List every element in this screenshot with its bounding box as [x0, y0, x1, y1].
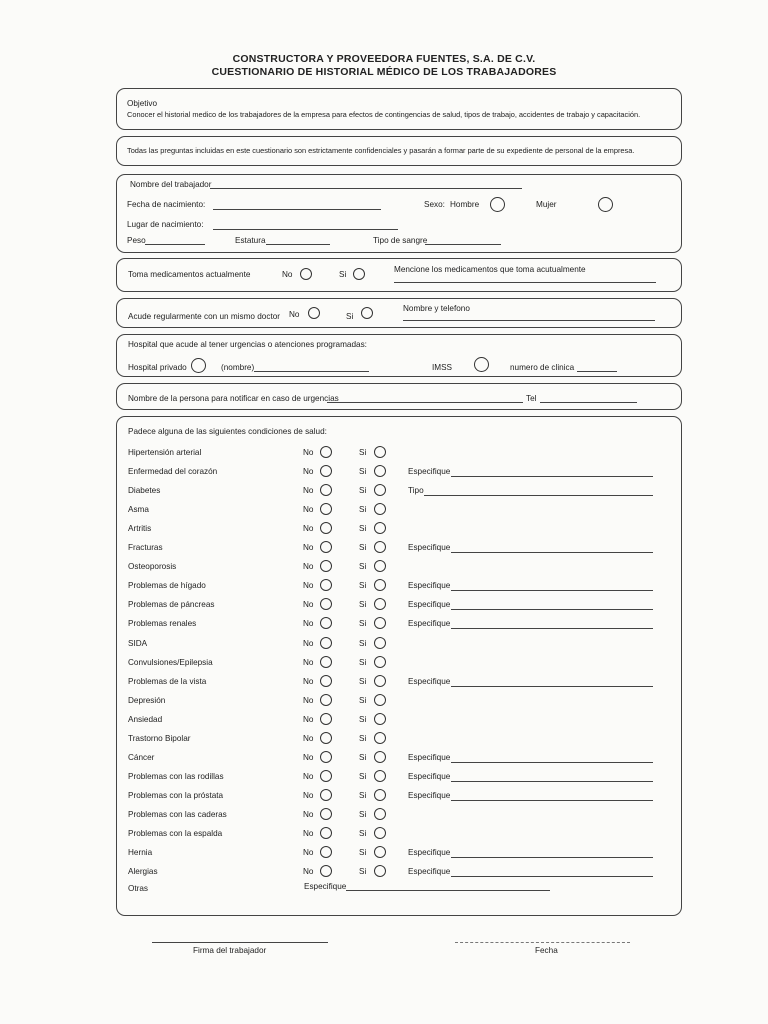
- condition-specify-label: Especifique: [408, 677, 451, 686]
- condition-no-label: No: [303, 524, 314, 533]
- condition-si-radio[interactable]: [374, 808, 386, 820]
- condition-si-label: Si: [359, 848, 367, 857]
- condition-label: Fracturas: [128, 543, 163, 552]
- condition-label: Cáncer: [128, 753, 155, 762]
- condition-row: [128, 865, 668, 881]
- condition-si-radio[interactable]: [374, 694, 386, 706]
- condition-no-radio[interactable]: [320, 560, 332, 572]
- condition-si-radio[interactable]: [374, 846, 386, 858]
- condition-row: [128, 827, 668, 843]
- condition-specify-field[interactable]: [451, 590, 653, 591]
- condition-row: [128, 579, 668, 595]
- condition-label: Problemas con las rodillas: [128, 772, 224, 781]
- condition-no-radio[interactable]: [320, 484, 332, 496]
- condition-si-radio[interactable]: [374, 713, 386, 725]
- condition-no-label: No: [303, 791, 314, 800]
- medication-no-radio[interactable]: [300, 268, 312, 280]
- condition-si-radio[interactable]: [374, 675, 386, 687]
- private-hospital-radio[interactable]: [191, 358, 206, 373]
- weight-label: Peso: [127, 236, 146, 245]
- condition-no-label: No: [303, 734, 314, 743]
- birthplace-field[interactable]: [213, 229, 398, 230]
- blood-type-field[interactable]: [425, 244, 501, 245]
- condition-si-radio[interactable]: [374, 656, 386, 668]
- condition-row: [128, 789, 668, 805]
- condition-si-label: Si: [359, 677, 367, 686]
- doctor-name-phone-label: Nombre y telefono: [403, 304, 470, 313]
- emergency-tel-field[interactable]: [540, 402, 637, 403]
- medication-question: Toma medicamentos actualmente: [128, 270, 251, 279]
- condition-specify-field[interactable]: [451, 609, 653, 610]
- condition-si-radio[interactable]: [374, 751, 386, 763]
- condition-no-radio[interactable]: [320, 465, 332, 477]
- birthplace-label: Lugar de nacimiento:: [127, 220, 204, 229]
- condition-row: [128, 484, 668, 500]
- condition-no-radio[interactable]: [320, 827, 332, 839]
- condition-no-radio[interactable]: [320, 522, 332, 534]
- condition-si-radio[interactable]: [374, 637, 386, 649]
- condition-si-label: Si: [359, 658, 367, 667]
- condition-si-label: Si: [359, 505, 367, 514]
- condition-specify-label: Especifique: [408, 600, 451, 609]
- condition-specify-label: Especifique: [408, 772, 451, 781]
- condition-row: [128, 732, 668, 748]
- clinic-number-label: numero de clinica: [510, 363, 575, 372]
- condition-label: Diabetes: [128, 486, 161, 495]
- condition-si-label: Si: [359, 467, 367, 476]
- hospital-name-label: (nombre): [221, 363, 255, 372]
- condition-row: [128, 522, 668, 538]
- condition-no-radio[interactable]: [320, 865, 332, 877]
- weight-field[interactable]: [145, 244, 205, 245]
- condition-si-label: Si: [359, 619, 367, 628]
- blood-type-label: Tipo de sangre: [373, 236, 428, 245]
- condition-specify-field[interactable]: [451, 781, 653, 782]
- condition-si-radio[interactable]: [374, 598, 386, 610]
- hospital-name-field[interactable]: [254, 371, 369, 372]
- imss-label: IMSS: [432, 363, 453, 372]
- condition-no-label: No: [303, 810, 314, 819]
- condition-row: [128, 656, 668, 672]
- condition-no-radio[interactable]: [320, 656, 332, 668]
- other-specify-label: Especifique: [304, 882, 347, 891]
- condition-no-label: No: [303, 619, 314, 628]
- imss-radio[interactable]: [474, 357, 489, 372]
- doctor-si-label: Si: [346, 312, 354, 321]
- condition-no-radio[interactable]: [320, 732, 332, 744]
- condition-label: Problemas con las caderas: [128, 810, 227, 819]
- condition-no-label: No: [303, 581, 314, 590]
- condition-si-label: Si: [359, 867, 367, 876]
- condition-si-radio[interactable]: [374, 827, 386, 839]
- condition-no-label: No: [303, 639, 314, 648]
- condition-specify-field[interactable]: [451, 800, 653, 801]
- objective-box: [116, 88, 682, 130]
- condition-no-radio[interactable]: [320, 846, 332, 858]
- condition-no-label: No: [303, 600, 314, 609]
- condition-si-radio[interactable]: [374, 579, 386, 591]
- condition-label: Convulsiones/Epilepsia: [128, 658, 213, 667]
- condition-specify-label: Especifique: [408, 467, 451, 476]
- objective-text: Conocer el historial medico de los trabajadores de la empresa para efectos de contingencias de salud, tipos de trabajo, accidentes de trabajo y capacitación.: [127, 110, 641, 119]
- condition-si-label: Si: [359, 581, 367, 590]
- birthdate-label: Fecha de nacimiento:: [127, 200, 206, 209]
- doctor-no-label: No: [289, 310, 300, 319]
- condition-si-radio[interactable]: [374, 560, 386, 572]
- clinic-number-field[interactable]: [577, 371, 617, 372]
- doctor-name-phone-field[interactable]: [403, 320, 655, 321]
- date-line[interactable]: [455, 942, 630, 943]
- condition-specify-label: Especifique: [408, 581, 451, 590]
- condition-no-radio[interactable]: [320, 637, 332, 649]
- condition-label: SIDA: [128, 639, 148, 648]
- condition-no-radio[interactable]: [320, 713, 332, 725]
- condition-specify-field[interactable]: [424, 495, 653, 496]
- condition-no-radio[interactable]: [320, 541, 332, 553]
- doctor-no-radio[interactable]: [308, 307, 320, 319]
- private-hospital-label: Hospital privado: [128, 363, 187, 372]
- condition-row: [128, 446, 668, 462]
- condition-label: Hipertensión arterial: [128, 448, 202, 457]
- condition-si-label: Si: [359, 486, 367, 495]
- condition-si-label: Si: [359, 715, 367, 724]
- hospital-question: Hospital que acude al tener urgencias o atenciones programadas:: [128, 340, 367, 349]
- condition-si-radio[interactable]: [374, 503, 386, 515]
- condition-row: [128, 675, 668, 691]
- condition-label: Problemas de hígado: [128, 581, 206, 590]
- condition-si-label: Si: [359, 772, 367, 781]
- condition-label: Ansiedad: [128, 715, 163, 724]
- condition-label: Depresión: [128, 696, 166, 705]
- condition-si-label: Si: [359, 810, 367, 819]
- condition-si-radio[interactable]: [374, 541, 386, 553]
- condition-label: Trastorno Bipolar: [128, 734, 191, 743]
- condition-row: [128, 770, 668, 786]
- condition-specify-label: Tipo: [408, 486, 424, 495]
- emergency-contact-field[interactable]: [327, 402, 523, 403]
- condition-no-label: No: [303, 715, 314, 724]
- condition-row: [128, 598, 668, 614]
- condition-label: Asma: [128, 505, 149, 514]
- condition-label: Osteoporosis: [128, 562, 177, 571]
- condition-no-label: No: [303, 867, 314, 876]
- condition-no-radio[interactable]: [320, 770, 332, 782]
- condition-no-label: No: [303, 486, 314, 495]
- form-title: CUESTIONARIO DE HISTORIAL MÉDICO DE LOS TRABAJADORES: [211, 66, 557, 78]
- condition-specify-field[interactable]: [451, 686, 653, 687]
- condition-no-radio[interactable]: [320, 751, 332, 763]
- height-label: Estatura: [235, 236, 266, 245]
- emergency-contact-label: Nombre de la persona para notificar en caso de urgencias: [128, 394, 339, 403]
- condition-label: Artritis: [128, 524, 152, 533]
- condition-label: Hernia: [128, 848, 153, 857]
- medication-si-radio[interactable]: [353, 268, 365, 280]
- condition-si-radio[interactable]: [374, 617, 386, 629]
- conditions-intro: Padece alguna de las siguientes condiciones de salud:: [128, 427, 327, 436]
- condition-si-label: Si: [359, 696, 367, 705]
- condition-no-label: No: [303, 848, 314, 857]
- condition-no-label: No: [303, 677, 314, 686]
- condition-si-label: Si: [359, 829, 367, 838]
- condition-specify-field[interactable]: [451, 857, 653, 858]
- condition-si-radio[interactable]: [374, 446, 386, 458]
- condition-si-label: Si: [359, 543, 367, 552]
- condition-specify-label: Especifique: [408, 791, 451, 800]
- condition-specify-label: Especifique: [408, 619, 451, 628]
- condition-specify-field[interactable]: [451, 762, 653, 763]
- condition-no-label: No: [303, 829, 314, 838]
- condition-label: Problemas de páncreas: [128, 600, 215, 609]
- sex-label: Sexo:: [424, 200, 445, 209]
- birthdate-field[interactable]: [213, 209, 381, 210]
- condition-specify-field[interactable]: [451, 476, 653, 477]
- condition-si-label: Si: [359, 600, 367, 609]
- condition-si-radio[interactable]: [374, 484, 386, 496]
- condition-no-radio[interactable]: [320, 503, 332, 515]
- female-label: Mujer: [536, 200, 557, 209]
- condition-no-label: No: [303, 696, 314, 705]
- condition-no-radio[interactable]: [320, 808, 332, 820]
- condition-no-radio[interactable]: [320, 789, 332, 801]
- condition-row: [128, 637, 668, 653]
- condition-no-label: No: [303, 562, 314, 571]
- condition-row: [128, 617, 668, 633]
- condition-specify-label: Especifique: [408, 753, 451, 762]
- worker-name-label: Nombre del trabajador: [130, 180, 212, 189]
- condition-no-radio[interactable]: [320, 675, 332, 687]
- condition-no-radio[interactable]: [320, 446, 332, 458]
- condition-label: Alergias: [128, 867, 158, 876]
- height-field[interactable]: [266, 244, 330, 245]
- condition-label: Problemas con la espalda: [128, 829, 223, 838]
- condition-specify-field[interactable]: [451, 628, 653, 629]
- condition-si-label: Si: [359, 639, 367, 648]
- condition-label: Problemas con la próstata: [128, 791, 224, 800]
- condition-si-radio[interactable]: [374, 865, 386, 877]
- medication-no-label: No: [282, 270, 293, 279]
- medication-si-label: Si: [339, 270, 347, 279]
- condition-no-label: No: [303, 467, 314, 476]
- condition-specify-label: Especifique: [408, 543, 451, 552]
- condition-si-label: Si: [359, 524, 367, 533]
- condition-si-radio[interactable]: [374, 789, 386, 801]
- condition-row: [128, 694, 668, 710]
- condition-label: Problemas de la vista: [128, 677, 207, 686]
- company-name: CONSTRUCTORA Y PROVEEDORA FUENTES, S.A. DE C.V.: [232, 53, 536, 65]
- condition-no-radio[interactable]: [320, 598, 332, 610]
- condition-row: [128, 713, 668, 729]
- signature-line[interactable]: [152, 942, 328, 943]
- condition-si-radio[interactable]: [374, 522, 386, 534]
- condition-row: [128, 751, 668, 767]
- condition-row: [128, 465, 668, 481]
- condition-no-label: No: [303, 772, 314, 781]
- condition-no-radio[interactable]: [320, 617, 332, 629]
- confidential-text: Todas las preguntas incluidas en este cuestionario son estrictamente confidenciales y pasarán a formar parte de su expediente de personal de la empresa.: [127, 146, 635, 155]
- condition-specify-label: Especifique: [408, 848, 451, 857]
- condition-no-label: No: [303, 658, 314, 667]
- condition-si-radio[interactable]: [374, 770, 386, 782]
- condition-si-label: Si: [359, 448, 367, 457]
- condition-row: [128, 541, 668, 557]
- condition-row: [128, 808, 668, 824]
- condition-no-radio[interactable]: [320, 579, 332, 591]
- doctor-si-radio[interactable]: [361, 307, 373, 319]
- condition-specify-label: Especifique: [408, 867, 451, 876]
- doctor-question: Acude regularmente con un mismo doctor: [128, 312, 281, 321]
- condition-row: [128, 503, 668, 519]
- condition-row: [128, 846, 668, 862]
- male-label: Hombre: [450, 200, 480, 209]
- condition-si-label: Si: [359, 753, 367, 762]
- condition-si-radio[interactable]: [374, 465, 386, 477]
- condition-label: Enfermedad del corazón: [128, 467, 218, 476]
- condition-si-label: Si: [359, 734, 367, 743]
- medication-mention-field[interactable]: [394, 282, 656, 283]
- condition-si-label: Si: [359, 562, 367, 571]
- condition-label: Problemas renales: [128, 619, 197, 628]
- emergency-tel-label: Tel: [526, 394, 537, 403]
- condition-si-label: Si: [359, 791, 367, 800]
- condition-row: [128, 560, 668, 576]
- signature-label: Firma del trabajador: [193, 946, 267, 955]
- condition-no-label: No: [303, 505, 314, 514]
- worker-name-field[interactable]: [210, 188, 522, 189]
- condition-no-label: No: [303, 753, 314, 762]
- condition-specify-field[interactable]: [451, 552, 653, 553]
- condition-si-radio[interactable]: [374, 732, 386, 744]
- condition-no-label: No: [303, 448, 314, 457]
- condition-no-radio[interactable]: [320, 694, 332, 706]
- date-label: Fecha: [535, 946, 558, 955]
- medication-mention-label: Mencione los medicamentos que toma acutualmente: [394, 265, 586, 274]
- other-specify-field[interactable]: [346, 890, 550, 891]
- condition-specify-field[interactable]: [451, 876, 653, 877]
- male-radio[interactable]: [490, 197, 505, 212]
- female-radio[interactable]: [598, 197, 613, 212]
- other-conditions-label: Otras: [128, 884, 149, 893]
- condition-no-label: No: [303, 543, 314, 552]
- objective-label: Objetivo: [127, 99, 158, 108]
